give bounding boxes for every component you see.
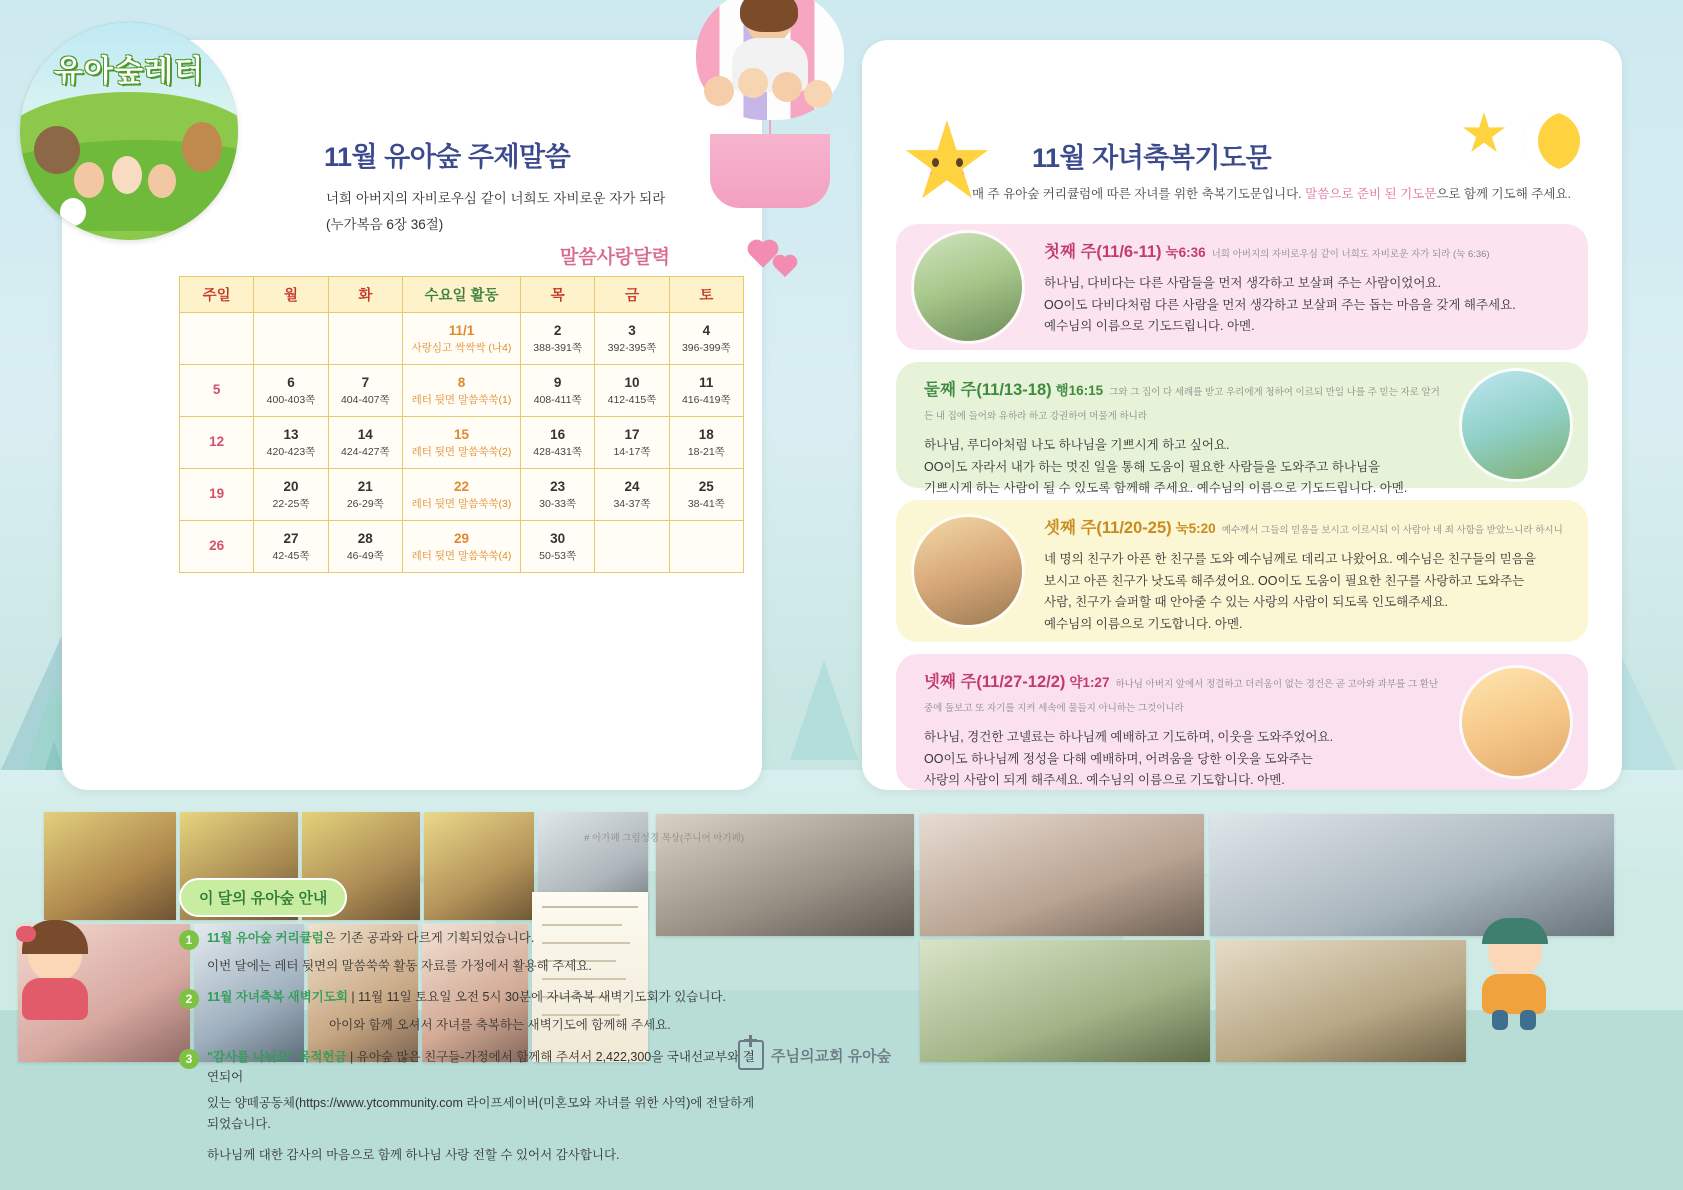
calendar-row [180, 469, 744, 521]
boy-mascot-icon [1470, 918, 1562, 1030]
notice-lead: 11월 유아숲 커리큘럼 [207, 931, 324, 945]
prayer-line: 하나님, 다비다는 다른 사람들을 먼저 생각하고 보살펴 주는 사람이었어요. [1044, 276, 1441, 290]
calendar-cell [328, 313, 402, 365]
child-figure [804, 80, 832, 108]
calendar-day-note: 레터 뒷면 말씀쑥쑥(1) [411, 394, 512, 407]
calendar-day-note: 14-17쪽 [613, 446, 651, 459]
notice-text [207, 987, 726, 1007]
notice-text [207, 928, 534, 948]
mascot-bow-icon [16, 926, 36, 942]
footer-church-logo [738, 1040, 891, 1070]
prayer-week-block-1 [896, 224, 1588, 350]
calendar-cell [180, 521, 254, 573]
calendar-cell [520, 417, 594, 469]
photo-thumbnail [424, 812, 534, 920]
calendar-day-number: 30 [550, 530, 566, 546]
week3-photo [914, 517, 1022, 625]
week2-prayer-text [924, 435, 1440, 500]
calendar-day-number: 8 [457, 374, 466, 390]
prayer-week-block-2 [896, 362, 1588, 495]
calendar-day-note: 424-427쪽 [340, 446, 390, 459]
calendar-day-note: 412-415쪽 [607, 394, 657, 407]
calendar-day-number: 27 [283, 530, 299, 546]
week3-quote: 예수께서 그들의 믿음을 보시고 이르시되 이 사람아 네 죄 사함을 받았느니라 하시니 [1221, 525, 1563, 536]
calendar-day-note: 396-399쪽 [681, 342, 731, 355]
hot-air-balloon-illustration [690, 0, 850, 208]
week4-label: 넷째 주(11/27-12/2) [924, 673, 1066, 691]
notice-lead: 11월 자녀축복 새벽기도회 [207, 990, 348, 1005]
child-figure [704, 76, 734, 106]
prayer-line: 예수님의 이름으로 기도합니다. 아멘. [1044, 616, 1243, 631]
calendar-day-number: 14 [357, 426, 373, 442]
calendar-day-number: 17 [624, 426, 640, 442]
calendar-cell [520, 521, 594, 573]
calendar-day-note: 420-423쪽 [266, 446, 316, 459]
moon-icon [1522, 112, 1580, 170]
calendar-day-number: 10 [624, 374, 640, 390]
calendar-table [179, 276, 744, 573]
mascot-body [22, 978, 88, 1020]
calendar-day-number: 20 [283, 478, 299, 494]
week2-label: 둘째 주(11/13-18) [924, 381, 1052, 399]
calendar-cell [595, 365, 669, 417]
week4-reference: 약1:27 [1069, 675, 1110, 690]
calendar-day-note: 레터 뒷면 말씀쑥쑥(3) [411, 498, 512, 511]
verse-line-2: (누가복음 6장 36절) [326, 216, 444, 232]
calendar-day-number: 16 [550, 426, 566, 442]
week2-heading [924, 378, 1440, 427]
calendar-day-number: 15 [453, 426, 469, 442]
week1-quote: 너희 아버지의 자비로우심 같이 너희도 자비로운 자가 되라 (눅 6:36) [1211, 249, 1490, 260]
prayer-week-block-3 [896, 500, 1588, 642]
week4-photo [1462, 668, 1570, 776]
mascot-body [1482, 974, 1546, 1014]
notice-rest: 은 기존 공과와 다르게 기획되었습니다. [323, 931, 535, 945]
calendar-day-note: 레터 뒷면 말씀쑥쑥(2) [411, 446, 512, 459]
calendar-day-note: 사랑심고 싹싹싹 (나4) [411, 342, 512, 355]
calendar-cell [254, 313, 328, 365]
calendar-header-cell: 주일 [180, 277, 254, 313]
deer-figure [182, 122, 222, 172]
calendar-cell [328, 417, 402, 469]
logo-title: 유아숲레터 [54, 55, 204, 88]
calendar-cell [402, 313, 520, 365]
week3-label: 셋째 주(11/20-25) [1044, 519, 1172, 537]
calendar-day-number: 5 [212, 382, 221, 398]
calendar-day-number: 24 [624, 478, 640, 494]
mascot-hat-icon [1482, 918, 1548, 944]
prayer-line: 사람, 친구가 슬퍼할 때 안아줄 수 있는 사랑의 사람이 되도록 인도해주세요. [1044, 595, 1448, 609]
calendar-day-number: 28 [357, 530, 373, 546]
calendar-badge-label: 말씀사랑달력 [559, 247, 670, 268]
mascot-leg [1492, 1010, 1508, 1030]
child-figure [738, 68, 768, 98]
calendar-day-number: 9 [553, 374, 562, 390]
prayer-line: 네 명의 친구가 아픈 한 친구를 도와 예수님께로 데리고 나왔어요. 예수님은 친구들의 믿음을 [1044, 552, 1536, 566]
calendar-cell [328, 469, 402, 521]
child-figure [74, 162, 104, 198]
prayer-line: OO이도 다비다처럼 다른 사람을 먼저 생각하고 보살펴 주는 돕는 마음을 갖게 해주세요. [1044, 297, 1516, 312]
subtitle-part-a: 매 주 유아숲 커리큘럼에 따른 자녀를 위한 축복기도문입니다. [972, 187, 1306, 201]
calendar-day-note: 레터 뒷면 말씀쑥쑥(4) [411, 550, 512, 563]
notice-continuation-a: 있는 [207, 1095, 235, 1110]
calendar-day-note: 34-37쪽 [613, 498, 651, 511]
calendar-day-number: 2 [553, 322, 562, 338]
calendar-row [180, 521, 744, 573]
calendar-day-number: 11 [699, 374, 714, 390]
star-eye [932, 158, 939, 167]
right-section-subtitle [972, 184, 1571, 202]
calendar-day-note: 30-33쪽 [539, 498, 577, 511]
calendar-day-number: 21 [357, 478, 373, 494]
week1-prayer-text [1044, 273, 1566, 338]
calendar-cell [402, 469, 520, 521]
calendar-day-note: 388-391쪽 [533, 342, 582, 355]
jesus-hair [740, 0, 798, 32]
calendar-day-note: 46-49쪽 [346, 550, 384, 563]
footer-logo-text: 주님의교회 유아숲 [771, 1047, 892, 1065]
list-item [179, 1047, 759, 1087]
calendar-header-cell: 토 [669, 277, 743, 313]
star-cheek [924, 170, 932, 175]
week1-label: 첫째 주(11/6-11) [1044, 243, 1162, 261]
week4-quote: 하나님 아버지 앞에서 정결하고 더러움이 없는 경건은 곧 고아와 과부를 그 환난 중에 돌보고 또 자기를 지켜 세속에 물들지 아니하는 그것이니라 [924, 679, 1439, 714]
calendar-day-note: 26-29쪽 [346, 498, 384, 511]
calendar-day-number: 29 [453, 530, 469, 546]
calendar-day-number: 26 [209, 538, 225, 554]
calendar-day-note: 416-419쪽 [681, 394, 731, 407]
calendar-header-row [180, 277, 744, 313]
notice-lead: "감사를 나눠요" 목적헌금 [207, 1049, 347, 1064]
notice-section-badge: 이 달의 유아숲 안내 [179, 878, 347, 917]
calendar-cell [669, 417, 743, 469]
week1-photo [914, 233, 1022, 341]
child-figure [772, 72, 802, 102]
notice-number: 2 [179, 989, 199, 1009]
main-content-card-right [862, 40, 1622, 790]
week4-prayer-text [924, 727, 1440, 792]
calendar-day-number: 23 [550, 478, 566, 494]
calendar-row [180, 365, 744, 417]
prayer-line: OO이도 하나님께 정성을 다해 예배하며, 어려움을 당한 이웃을 도와주는 [924, 751, 1313, 766]
prayer-line: 예수님의 이름으로 기도드립니다. 아멘. [1044, 319, 1255, 333]
notice-closing-line: 하나님께 대한 감사의 마음으로 함께 하나님 사랑 전할 수 있어서 감사합니다. [207, 1148, 620, 1162]
calendar-header-cell: 목 [520, 277, 594, 313]
girl-mascot-icon [12, 920, 98, 1020]
calendar-cell [180, 469, 254, 521]
calendar-cell [180, 417, 254, 469]
notice-continuation-b: 에 전달하게 되었습니다. [207, 1095, 755, 1131]
calendar-day-number: 7 [361, 374, 370, 390]
list-item [179, 987, 759, 1009]
calendar-cell [669, 365, 743, 417]
calendar-day-number: 12 [209, 434, 225, 450]
calendar-cell [669, 469, 743, 521]
notice-subtext: 이번 달에는 레터 뒷면의 말씀쑥쑥 활동 자료를 가정에서 활용해 주세요. [207, 959, 592, 973]
calendar-day-number: 6 [287, 374, 295, 390]
small-star-icon [1462, 112, 1506, 156]
notice-list [179, 928, 759, 1163]
calendar-row [180, 417, 744, 469]
notice-number: 1 [179, 930, 199, 950]
week1-heading [1044, 240, 1566, 265]
calendar-cell [254, 417, 328, 469]
calendar-day-number: 22 [453, 478, 469, 494]
calendar-cell [180, 313, 254, 365]
notice-continuation [207, 1093, 759, 1136]
calendar-cell [254, 521, 328, 573]
brand-logo [20, 22, 238, 240]
calendar-day-number: 11/1 [448, 322, 475, 338]
notice-subtext: 아이와 함께 오셔서 자녀를 축복하는 새벽기도에 함께해 주세요. [329, 1018, 671, 1033]
list-item [179, 928, 759, 950]
calendar-cell [180, 365, 254, 417]
balloon-characters [690, 94, 850, 214]
calendar-day-note: 18-21쪽 [687, 446, 725, 459]
week2-quote: 그와 그 집이 다 세례를 받고 우리에게 청하여 이르되 만일 나를 주 믿는 자로 알거든 내 집에 들어와 유하라 하고 강권하여 머물게 하니라 [924, 387, 1440, 422]
calendar-day-note: 392-395쪽 [607, 342, 657, 355]
week1-reference: 눅6:36 [1165, 245, 1206, 260]
week2-reference: 행16:15 [1055, 383, 1104, 398]
calendar-header-cell: 화 [328, 277, 402, 313]
left-verse [326, 186, 746, 237]
calendar-cell [402, 521, 520, 573]
calendar-cell [328, 365, 402, 417]
calendar-day-number: 18 [698, 426, 714, 442]
week3-prayer-text [1044, 549, 1566, 635]
week2-photo [1462, 371, 1570, 479]
calendar-cell [254, 365, 328, 417]
calendar-cell [402, 365, 520, 417]
calendar-header-cell: 금 [595, 277, 669, 313]
calendar-cell [402, 417, 520, 469]
right-section-title: 11월 자녀축복기도문 [1032, 143, 1272, 173]
calendar-cell [595, 521, 669, 573]
calendar-row [180, 313, 744, 365]
notice-rest: | 11월 11일 토요일 오전 5시 30분에 자녀축복 새벽기도회가 있습니다. [347, 990, 726, 1005]
prayer-line: 보시고 아픈 친구가 낫도록 해주셨어요. OO이도 도움이 필요한 친구를 사랑하고 도와주는 [1044, 573, 1525, 588]
prayer-week-block-4 [896, 654, 1588, 790]
calendar-cell [328, 521, 402, 573]
subtitle-highlight: 말씀으로 준비 된 기도문 [1305, 187, 1437, 201]
calendar-day-note: 38-41쪽 [687, 498, 725, 511]
calendar-cell [520, 469, 594, 521]
child-figure [112, 156, 142, 194]
photo-group [1216, 940, 1466, 1062]
calendar-cell [669, 521, 743, 573]
calendar-day-note: 400-403쪽 [266, 394, 316, 407]
week3-heading [1044, 516, 1566, 541]
calendar-day-number: 3 [628, 322, 636, 338]
photo-group [920, 940, 1210, 1062]
calendar-cell [595, 417, 669, 469]
calendar-day-number: 4 [702, 322, 711, 338]
prayer-line: 사랑의 사람이 되게 해주세요. 예수님의 이름으로 기도합니다. 아멘. [924, 773, 1285, 787]
mascot-leg [1520, 1010, 1536, 1030]
calendar-day-note: 42-45쪽 [272, 550, 310, 563]
bear-figure [34, 126, 80, 174]
prayer-line: 하나님, 루디아처럼 나도 하나님을 기쁘시게 하고 싶어요. [924, 438, 1230, 452]
calendar-day-note: 50-53쪽 [539, 550, 577, 563]
calendar-day-note: 404-407쪽 [340, 394, 390, 407]
calendar-day-note: 408-411쪽 [533, 394, 582, 407]
notice-number: 3 [179, 1049, 199, 1069]
rabbit-figure [60, 198, 86, 226]
calendar-day-number: 13 [283, 426, 299, 442]
calendar-cell [520, 365, 594, 417]
notice-text [207, 1047, 759, 1087]
prayer-line: 기쁘시게 하는 사람이 될 수 있도록 함께해 주세요. 예수님의 이름으로 기도드립니다. 아멘. [924, 481, 1408, 495]
week4-heading [924, 670, 1440, 719]
calendar-day-number: 25 [698, 478, 714, 494]
star-eye [956, 158, 963, 167]
calendar-header-cell-wednesday: 수요일 활동 [402, 277, 520, 313]
calendar-cell [254, 469, 328, 521]
calendar-day-number: 19 [209, 486, 225, 502]
cross-icon [738, 1040, 764, 1070]
left-section-title: 11월 유아숲 주제말씀 [324, 142, 571, 172]
week3-reference: 눅5:20 [1175, 521, 1216, 536]
community-link[interactable]: 양떼공동체(https://www.ytcommunity.com 라이프세이버(미혼모와 자녀를 위한 사역) [234, 1095, 691, 1110]
photo-group [920, 814, 1204, 936]
verse-line-1: 너희 아버지의 자비로우심 같이 너희도 자비로운 자가 되라 [326, 191, 666, 206]
notice-rest: | 유아숲 많은 친구들-가정에서 함께해 주셔서 2,422,300을 국내선교부와 결연되어 [207, 1049, 755, 1084]
calendar-cell [669, 313, 743, 365]
calendar-day-note: 22-25쪽 [272, 498, 310, 511]
calendar-cell [595, 313, 669, 365]
prayer-line: OO이도 자라서 내가 하는 멋진 일을 통해 도움이 필요한 사람들을 도와주고 하나님을 [924, 459, 1381, 474]
prayer-line: 하나님, 경건한 고넬료는 하나님께 예배하고 기도하며, 이웃을 도와주었어요. [924, 730, 1334, 744]
calendar-day-note: 428-431쪽 [533, 446, 582, 459]
subtitle-part-b: 으로 함께 기도해 주세요. [1436, 187, 1571, 201]
calendar-cell [520, 313, 594, 365]
calendar-footnote: # 아가페 그림성경 목상(주니어 아가페) [584, 833, 744, 844]
calendar-cell [595, 469, 669, 521]
calendar-header-cell: 월 [254, 277, 328, 313]
photo-thumbnail [44, 812, 176, 920]
child-figure [148, 164, 176, 198]
star-cheek [962, 170, 970, 175]
